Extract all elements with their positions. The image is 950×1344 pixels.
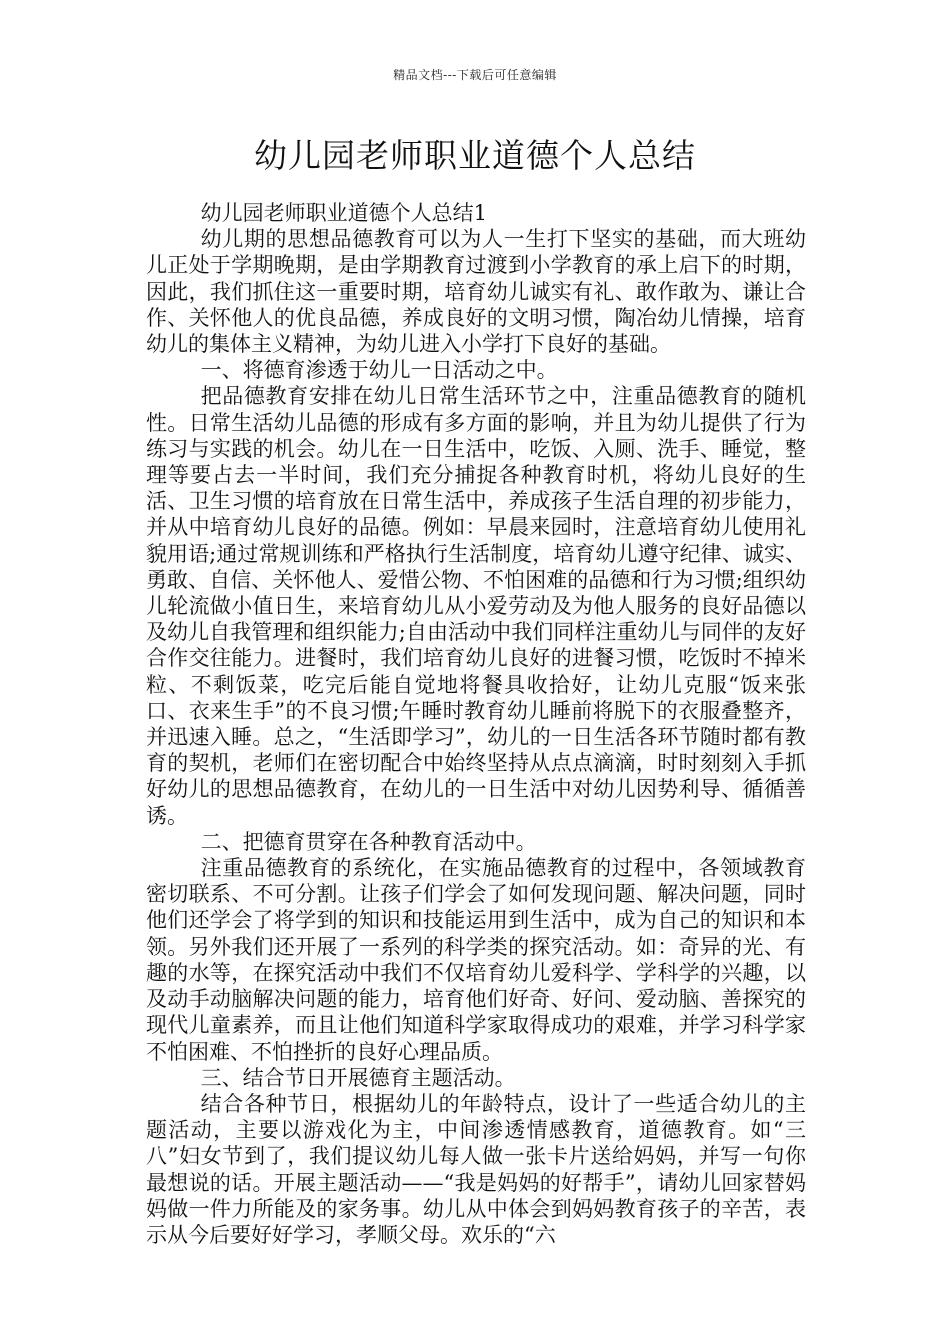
subtitle-paragraph: 幼儿园老师职业道德个人总结1 — [200, 201, 487, 225]
section-heading: 二、把德育贯穿在各种教育活动中。 — [200, 829, 537, 854]
document-body — [146, 200, 806, 1248]
section-heading: 一、将德育渗透于幼儿一日活动之中。 — [200, 358, 558, 383]
body-paragraph: 注重品德教育的系统化，在实施品德教育的过程中，各领域教育密切联系、不可分割。让孩子们学会了如何发现问题、解决问题，同时他们还学会了将学到的知识和技能运用到生活中，成为自己的知识和本领。另外我们还开展了一系列的科学类的探究活动。如：奇异的光、有趣的水等，在探究活动中我们不仅培育幼儿爱科学、学科学的兴趣，以及动手动脑解决问题的能力，培育他们好奇、好问、爱动脑、善探究的现代儿童素养，而且让他们知道科学家取得成功的艰难，并学习科学家不怕困难、不怕挫折的良好心理品质。 — [146, 856, 806, 1064]
body-paragraph: 结合各种节日，根据幼儿的年龄特点，设计了一些适合幼儿的主题活动，主要以游戏化为主，中间渗透情感教育，道德教育。如“三八”妇女节到了，我们提议幼儿每人做一张卡片送给妈妈，并写一句你最想说的话。开展主题活动——“我是妈妈的好帮手”，请幼儿回家替妈妈做一件力所能及的家务事。幼儿从中体会到妈妈教育孩子的辛苦，表示从今后要好好学习，孝顺父母。欢乐的“六 — [146, 1091, 806, 1247]
body-paragraph: 把品德教育安排在幼儿日常生活环节之中，注重品德教育的随机性。日常生活幼儿品德的形成有多方面的影响，并且为幼儿提供了行为练习与实践的机会。幼儿在一日生活中，吃饭、入厕、洗手、睡觉，整理等要占去一半时间，我们充分捕捉各种教育时机，将幼儿良好的生活、卫生习惯的培育放在日常生活中，养成孩子生活自理的初步能力，并从中培育幼儿良好的品德。例如：早晨来园时，注意培育幼儿使用礼貌用语;通过常规训练和严格执行生活制度，培育幼儿遵守纪律、诚实、勇敢、自信、关怀他人、爱惜公物、不怕困难的品德和行为习惯;组织幼儿轮流做小值日生，来培育幼儿从小爱劳动及为他人服务的良好品德以及幼儿自我管理和组织能力;自由活动中我们同样注重幼儿与同伴的友好合作交往能力。进餐时，我们培育幼儿良好的进餐习惯，吃饭时不掉米粒、不剩饭菜，吃完后能自觉地将餐具收拾好，让幼儿克服“饭来张口、衣来生手”的不良习惯;午睡时教育幼儿睡前将脱下的衣服叠整齐，并迅速入睡。总之，“生活即学习”，幼儿的一日生活各环节随时都有教育的契机，老师们在密切配合中始终坚持从点点滴滴，时时刻刻入手抓好幼儿的思想品德教育，在幼儿的一日生活中对幼儿因势利导、循循善诱。 — [146, 384, 806, 828]
section-heading: 三、结合节日开展德育主题活动。 — [200, 1065, 516, 1090]
header-note: 精品文档---下载后可任意编辑 — [393, 68, 557, 82]
page-title: 幼儿园老师职业道德个人总结 — [254, 136, 696, 175]
body-paragraph: 幼儿期的思想品德教育可以为人一生打下坚实的基础，而大班幼儿正处于学期晚期，是由学期教育过渡到小学教育的承上启下的时期，因此，我们抓住这一重要时期，培育幼儿诚实有礼、敢作敢为、谦让合作、关怀他人的优良品德，养成良好的文明习惯，陶冶幼儿情操，培育幼儿的集体主义精神，为幼儿进入小学打下良好的基础。 — [146, 227, 806, 357]
